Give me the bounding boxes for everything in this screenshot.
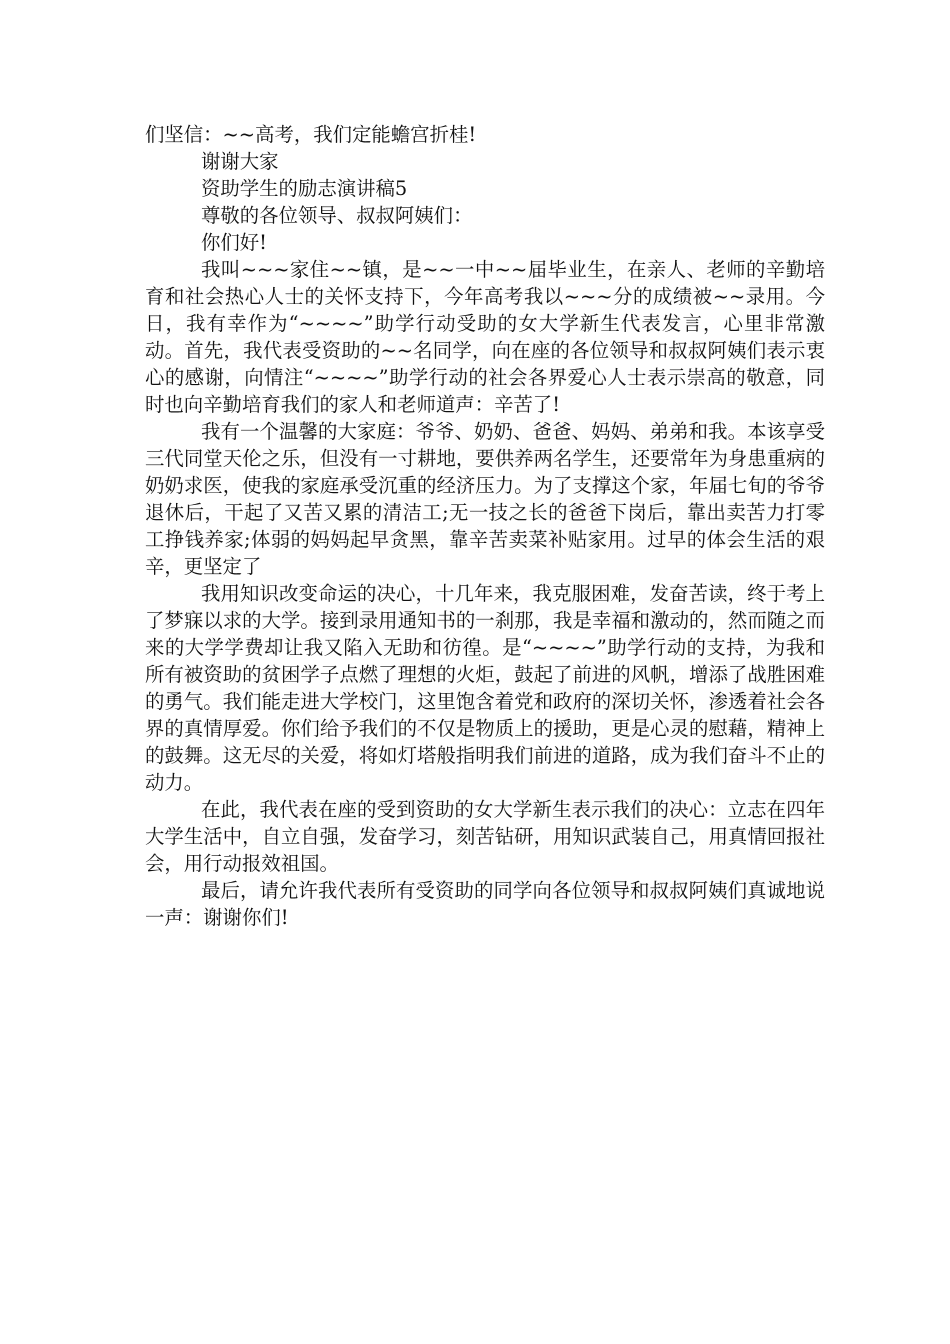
greeting: 你们好! [201, 231, 267, 254]
paragraph-determination: 我用知识改变命运的决心，十几年来，我克服困难，发奋苦读，终于考上了梦寐以求的大学。接到录用通知书的一刹那，我是幸福和激动的，然而随之而来的大学学费却让我又陷入无助和彷徨。是“~~~~”助学行动的支持，为我和所有被资助的贫困学子点燃了理想的火炬，鼓起了前进的风帆，增添了战胜困难的勇气。我们能走进大学校门，这里饱含着党和政府的深切关怀，渗透着社会各界的真情厚爱。你们给予我们的不仅是物质上的援助，更是心灵的慰藉，精神上的鼓舞。这无尽的关爱，将如灯塔般指明我们前进的道路，成为我们奋斗不止的动力。 [145, 582, 825, 794]
paragraph-family: 我有一个温馨的大家庭：爷爷、奶奶、爸爸、妈妈、弟弟和我。本该享受三代同堂天伦之乐，但没有一寸耕地，要供养两名学生，还要常年为身患重病的奶奶求医，使我的家庭承受沉重的经济压力。为了支撑这个家，年届七旬的爷爷退休后，干起了又苦又累的清洁工;无一技之长的爸爸下岗后，靠出卖苦力打零工挣钱养家;体弱的妈妈起早贪黑，靠辛苦卖菜补贴家用。过早的体会生活的艰辛，更坚定了 [145, 420, 825, 578]
paragraph-introduction: 我叫~~~家住~~镇，是~~一中~~届毕业生，在亲人、老师的辛勤培育和社会热心人士的关怀支持下，今年高考我以~~~分的成绩被~~录用。今日，我有幸作为“~~~~”助学行动受助的女大学新生代表发言，心里非常激动。首先，我代表受资助的~~名同学，向在座的各位领导和叔叔阿姨们表示衷心的感谢，向情注“~~~~”助学行动的社会各界爱心人士表示崇高的敬意，同时也向辛勤培育我们的家人和老师道声：辛苦了! [145, 258, 825, 416]
paragraph-continuation: 们坚信：~~高考，我们定能蟾宫折桂! [145, 123, 477, 146]
paragraph-thanks: 谢谢大家 [201, 150, 279, 173]
salutation: 尊敬的各位领导、叔叔阿姨们： [201, 204, 473, 227]
document-body [145, 121, 825, 931]
paragraph-resolution: 在此，我代表在座的受到资助的女大学新生表示我们的决心：立志在四年大学生活中，自立自强，发奋学习，刻苦钻研，用知识武装自己，用真情回报社会，用行动报效祖国。 [145, 798, 825, 875]
paragraph-closing: 最后，请允许我代表所有受资助的同学向各位领导和叔叔阿姨们真诚地说一声：谢谢你们! [145, 879, 825, 929]
speech-title: 资助学生的励志演讲稿5 [201, 177, 408, 200]
